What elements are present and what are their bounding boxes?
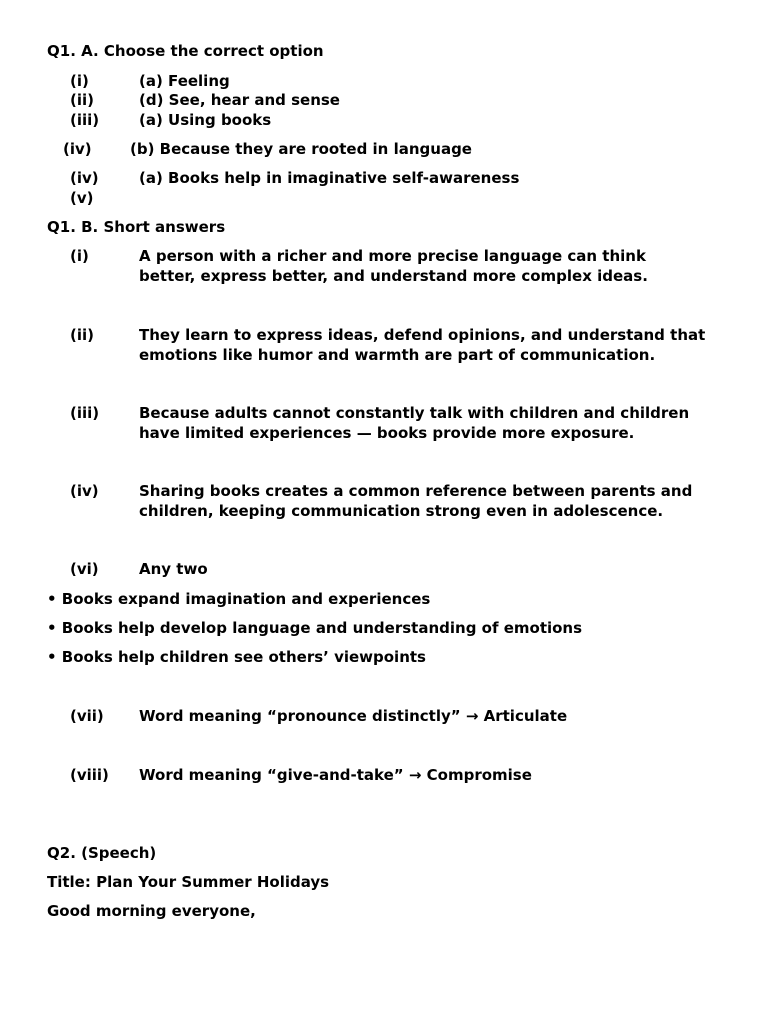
item-number: (i) — [70, 247, 89, 265]
item-number: (iv) — [70, 482, 99, 500]
item-answer: (a) Using books — [139, 111, 272, 129]
item-number: (ii) — [70, 91, 94, 109]
q1b-heading: Q1. B. Short answers — [47, 218, 226, 236]
item-number: (iii) — [70, 111, 100, 129]
item-answer: Word meaning “pronounce distinctly” → Articulate — [139, 707, 568, 725]
item-answer: A person with a richer and more precise language can think better, express better, and understand more complex ideas. — [139, 247, 648, 285]
q2-heading: Q2. (Speech) — [47, 844, 157, 862]
item-answer: They learn to express ideas, defend opinions, and understand that emotions like humor and warmth are part of communication. — [139, 326, 706, 364]
item-answer: Word meaning “give-and-take” → Compromise — [139, 766, 532, 784]
bullet-item: • Books help develop language and understanding of emotions — [47, 619, 583, 637]
item-answer: (a) Feeling — [139, 72, 230, 90]
bullet-item: • Books expand imagination and experiences — [47, 590, 431, 608]
item-answer: (a) Books help in imaginative self-awareness — [139, 169, 520, 187]
item-number: (i) — [70, 72, 89, 90]
q1a-heading: Q1. A. Choose the correct option — [47, 42, 324, 60]
item-number: (viii) — [70, 766, 109, 784]
item-number: (iv) — [63, 140, 92, 158]
item-number: (v) — [70, 189, 94, 207]
item-answer: (d) See, hear and sense — [139, 91, 340, 109]
item-number: (iii) — [70, 404, 100, 422]
speech-greeting: Good morning everyone, — [47, 902, 256, 920]
item-number: (iv) — [70, 169, 99, 187]
item-answer: Because adults cannot constantly talk with children and children have limited experiences — books provide more exposure. — [139, 404, 690, 442]
item-answer: Any two — [139, 560, 208, 578]
item-answer: Sharing books creates a common reference between parents and children, keeping communication strong even in adolescence. — [139, 482, 693, 520]
item-number: (vii) — [70, 707, 104, 725]
speech-title: Title: Plan Your Summer Holidays — [47, 873, 330, 891]
item-number: (ii) — [70, 326, 94, 344]
item-number: (vi) — [70, 560, 99, 578]
bullet-item: • Books help children see others’ viewpoints — [47, 648, 426, 666]
item-answer: (b) Because they are rooted in language — [130, 140, 472, 158]
